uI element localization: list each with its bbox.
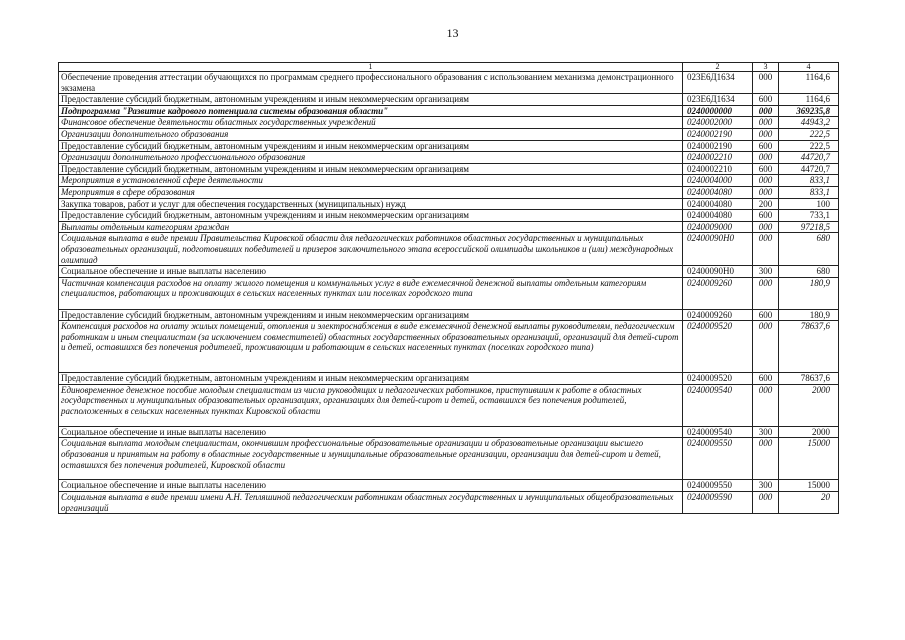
expense-type-cell: 600 xyxy=(753,94,779,106)
expense-type-cell: 600 xyxy=(753,210,779,222)
table-row xyxy=(59,373,839,385)
target-code-cell: 023Е6Д1634 xyxy=(683,94,753,106)
amount-cell: 2000 xyxy=(779,384,839,426)
expense-type-cell: 600 xyxy=(753,373,779,385)
row-name-cell: Социальная выплата в виде премии имени А.Н. Тепляшиной педагогическим работникам областных государственных и муниципальных общеобразовательных организаций xyxy=(59,492,683,514)
expense-type-cell: 000 xyxy=(753,105,779,117)
amount-cell: 1164,6 xyxy=(779,94,839,106)
amount-cell: 180,9 xyxy=(779,309,839,321)
page-number: 13 xyxy=(446,26,459,40)
table-row xyxy=(59,384,839,426)
amount-cell: 44943,2 xyxy=(779,117,839,129)
target-code-cell: 0240000000 xyxy=(683,105,753,117)
amount-cell: 15000 xyxy=(779,438,839,480)
expense-type-cell: 000 xyxy=(753,277,779,309)
row-name-cell: Предоставление субсидий бюджетным, автономным учреждениям и иным некоммерческим организациям xyxy=(59,140,683,152)
row-name-cell: Закупка товаров, работ и услуг для обеспечения государственных (муниципальных) нужд xyxy=(59,198,683,210)
budget-table-body xyxy=(59,72,839,514)
row-name-cell: Компенсация расходов на оплату жилых помещений, отопления и электроснабжения в виде ежемесячной денежной выплаты руководителям, педагогическим работникам и иным специалистам (за исключением совместителей) областных государственных образовательных организаций, организаций для детей-сирот и детей, оставшихся без попечения родителей, проживающим и работающим в сельских населенных пунктах (поселках городского типа) xyxy=(59,321,683,373)
target-code-cell: 0240009540 xyxy=(683,426,753,438)
column-header-1: 1 xyxy=(59,63,683,72)
expense-type-cell: 000 xyxy=(753,233,779,266)
row-name-cell: Мероприятия в установленной сфере деятельности xyxy=(59,175,683,187)
column-header-2: 2 xyxy=(683,63,753,72)
target-code-cell: 0240009520 xyxy=(683,321,753,373)
target-code-cell: 0240009520 xyxy=(683,373,753,385)
amount-cell: 44720,7 xyxy=(779,152,839,164)
target-code-cell: 0240009260 xyxy=(683,309,753,321)
column-header-4: 4 xyxy=(779,63,839,72)
row-name-cell: Организации дополнительного профессионального образования xyxy=(59,152,683,164)
expense-type-cell: 200 xyxy=(753,198,779,210)
target-code-cell: 0240004080 xyxy=(683,210,753,222)
row-name-cell: Предоставление субсидий бюджетным, автономным учреждениям и иным некоммерческим организациям xyxy=(59,94,683,106)
expense-type-cell: 300 xyxy=(753,266,779,278)
amount-cell: 833,1 xyxy=(779,175,839,187)
row-name-cell: Социальное обеспечение и иные выплаты населению xyxy=(59,266,683,278)
amount-cell: 100 xyxy=(779,198,839,210)
target-code-cell: 0240009550 xyxy=(683,438,753,480)
target-code-cell: 0240002000 xyxy=(683,117,753,129)
row-name-cell: Подпрограмма "Развитие кадрового потенциала системы образования области" xyxy=(59,105,683,117)
expense-type-cell: 000 xyxy=(753,175,779,187)
expense-type-cell: 000 xyxy=(753,384,779,426)
table-row xyxy=(59,480,839,492)
amount-cell: 78637,6 xyxy=(779,321,839,373)
amount-cell: 20 xyxy=(779,492,839,514)
table-row xyxy=(59,140,839,152)
expense-type-cell: 000 xyxy=(753,152,779,164)
table-row xyxy=(59,233,839,266)
target-code-cell: 0240009550 xyxy=(683,480,753,492)
amount-cell: 680 xyxy=(779,266,839,278)
expense-type-cell: 600 xyxy=(753,140,779,152)
row-name-cell: Предоставление субсидий бюджетным, автономным учреждениям и иным некоммерческим организациям xyxy=(59,309,683,321)
table-row xyxy=(59,105,839,117)
table-row xyxy=(59,426,839,438)
row-name-cell: Мероприятия в сфере образования xyxy=(59,186,683,198)
expense-type-cell: 600 xyxy=(753,309,779,321)
target-code-cell: 0240004080 xyxy=(683,186,753,198)
table-row xyxy=(59,117,839,129)
row-name-cell: Предоставление субсидий бюджетным, автономным учреждениям и иным некоммерческим организациям xyxy=(59,210,683,222)
amount-cell: 15000 xyxy=(779,480,839,492)
target-code-cell: 0240002210 xyxy=(683,152,753,164)
row-name-cell: Социальная выплата молодым специалистам, окончившим профессиональные образовательные организации и образовательные организации высшего образования и принятым на работу в областные государственные и муниципальные образовательные организации, организации для детей-сирот и детей, оставшихся без попечения родителей, Кировской области xyxy=(59,438,683,480)
expense-type-cell: 000 xyxy=(753,492,779,514)
amount-cell: 680 xyxy=(779,233,839,266)
table-row xyxy=(59,277,839,309)
target-code-cell: 0240002210 xyxy=(683,163,753,175)
table-row xyxy=(59,186,839,198)
amount-cell: 97218,5 xyxy=(779,221,839,233)
row-name-cell: Финансовое обеспечение деятельности областных государственных учреждений xyxy=(59,117,683,129)
expense-type-cell: 000 xyxy=(753,221,779,233)
table-row xyxy=(59,72,839,94)
table-row xyxy=(59,321,839,373)
table-row xyxy=(59,152,839,164)
row-name-cell: Предоставление субсидий бюджетным, автономным учреждениям и иным некоммерческим организациям xyxy=(59,373,683,385)
amount-cell: 1164,6 xyxy=(779,72,839,94)
table-row xyxy=(59,438,839,480)
table-row xyxy=(59,175,839,187)
target-code-cell: 0240002190 xyxy=(683,140,753,152)
target-code-cell: 0240002190 xyxy=(683,128,753,140)
row-name-cell: Социальное обеспечение и иные выплаты населению xyxy=(59,426,683,438)
column-number-row xyxy=(59,63,839,72)
target-code-cell: 0240009260 xyxy=(683,277,753,309)
table-row xyxy=(59,492,839,514)
expense-type-cell: 300 xyxy=(753,480,779,492)
amount-cell: 44720,7 xyxy=(779,163,839,175)
table-row xyxy=(59,221,839,233)
table-row xyxy=(59,210,839,222)
target-code-cell: 0240009000 xyxy=(683,221,753,233)
target-code-cell: 02400090Н0 xyxy=(683,266,753,278)
row-name-cell: Выплаты отдельным категориям граждан xyxy=(59,221,683,233)
row-name-cell: Единовременное денежное пособие молодым специалистам из числа руководящих и педагогических работников, приступившим к работе в областных государственных и муниципальных образовательных организациях, организациях для детей-сирот и детей, оставшихся без попечения родителей, расположенных в сельских населенных пунктах Кировской области xyxy=(59,384,683,426)
table-row xyxy=(59,266,839,278)
target-code-cell: 0240004080 xyxy=(683,198,753,210)
expense-type-cell: 000 xyxy=(753,186,779,198)
amount-cell: 180,9 xyxy=(779,277,839,309)
expense-type-cell: 600 xyxy=(753,163,779,175)
target-code-cell: 02400090Н0 xyxy=(683,233,753,266)
target-code-cell: 023Е6Д1634 xyxy=(683,72,753,94)
budget-table xyxy=(58,62,839,514)
target-code-cell: 0240009540 xyxy=(683,384,753,426)
amount-cell: 369235,8 xyxy=(779,105,839,117)
expense-type-cell: 000 xyxy=(753,72,779,94)
table-row xyxy=(59,309,839,321)
table-row xyxy=(59,198,839,210)
table-row xyxy=(59,94,839,106)
amount-cell: 2000 xyxy=(779,426,839,438)
expense-type-cell: 000 xyxy=(753,321,779,373)
row-name-cell: Обеспечение проведения аттестации обучающихся по программам среднего профессионального образования с использованием механизма демонстрационного экзамена xyxy=(59,72,683,94)
target-code-cell: 0240009590 xyxy=(683,492,753,514)
table-row xyxy=(59,128,839,140)
amount-cell: 78637,6 xyxy=(779,373,839,385)
amount-cell: 222,5 xyxy=(779,140,839,152)
row-name-cell: Предоставление субсидий бюджетным, автономным учреждениям и иным некоммерческим организациям xyxy=(59,163,683,175)
amount-cell: 833,1 xyxy=(779,186,839,198)
amount-cell: 733,1 xyxy=(779,210,839,222)
expense-type-cell: 000 xyxy=(753,438,779,480)
table-row xyxy=(59,163,839,175)
row-name-cell: Организации дополнительного образования xyxy=(59,128,683,140)
expense-type-cell: 000 xyxy=(753,128,779,140)
amount-cell: 222,5 xyxy=(779,128,839,140)
expense-type-cell: 300 xyxy=(753,426,779,438)
row-name-cell: Социальное обеспечение и иные выплаты населению xyxy=(59,480,683,492)
target-code-cell: 0240004000 xyxy=(683,175,753,187)
expense-type-cell: 000 xyxy=(753,117,779,129)
budget-table-wrapper xyxy=(58,62,838,514)
row-name-cell: Социальная выплата в виде премии Правительства Кировской области для педагогических работников областных государственных и муниципальных образовательных организаций, подготовивших победителей и призеров заключительного этапа всероссийской олимпиады школьников и (или) международных олимпиад xyxy=(59,233,683,266)
column-header-3: 3 xyxy=(753,63,779,72)
row-name-cell: Частичная компенсация расходов на оплату жилого помещения и коммунальных услуг в виде ежемесячной денежной выплаты отдельным категориям специалистов, работающих и проживающих в сельских населенных пунктах или поселках городского типа xyxy=(59,277,683,309)
